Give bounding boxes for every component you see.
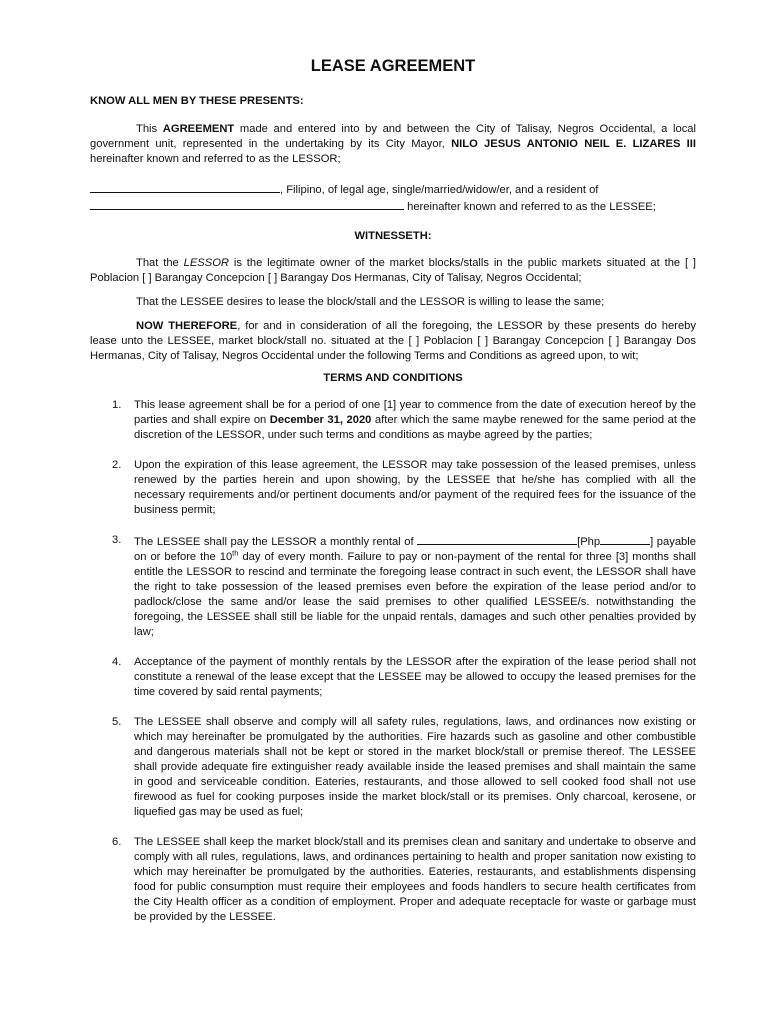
- lessee-address-blank[interactable]: [90, 198, 404, 210]
- term-item-5: 5. The LESSEE shall observe and comply will all safety rules, regulations, laws, and ordinances now existing or which may hereinafter be promulgated by the authorities. Fire hazards such as gasoline and other combustible and dangerous materials shall not be kept or stored in the market block/stall or premise thereof. The LESSEE shall provide adequate fire extinguisher ready available inside the leased premises and shall maintain the same in good and serviceable condition. Eateries, restaurants, and those allowed to sell cooked food shall not use firewood as fuel for cooking purposes inside the market block/stall or its premises. Only charcoal, kerosene, or liquefied gas may be used as fuel;: [112, 716, 696, 818]
- term-item-2: 2. Upon the expiration of this lease agreement, the LESSOR may take possession of the leased premises, unless renewed by the parties herein and upon showing, by the LESSEE that he/she has complied with all the necessary requirements and/or pertinent documents and/or payment of the required fees for the issuance of the business permit;: [112, 459, 696, 516]
- lessee-name-blank[interactable]: [90, 181, 280, 193]
- witnesseth-heading: WITNESSETH:: [354, 230, 432, 242]
- term-item-4: 4. Acceptance of the payment of monthly rentals by the LESSOR after the expiration of the lease period shall not constitute a renewal of the lease except that the LESSEE may be allowed to occupy the leased premises for the time covered by said rental payments;: [112, 656, 696, 698]
- lessee-identity-paragraph: , Filipino, of legal age, single/married/widow/er, and a resident of hereinafter known and referred to as the LESSEE;: [90, 181, 696, 215]
- terms-heading: TERMS AND CONDITIONS: [323, 372, 463, 384]
- witnesseth-clause-1: That the LESSOR is the legitimate owner of the market blocks/stalls in the public markets situated at the [ ] Poblacion [ ] Barangay Concepcion [ ] Barangay Dos Hermanas, City of Talisay, Negros Occidental;: [90, 257, 697, 284]
- know-all-heading: KNOW ALL MEN BY THESE PRESENTS:: [90, 95, 304, 107]
- term-item-3: 3. The LESSEE shall pay the LESSOR a monthly rental of [Php ] payable on or before the 10th day of every month. Failure to pay or non-payment of the rental for three [3] months shall entitle the LESSOR to rescind and terminate the foregoing lease contract in such event, the LESSOR shall have the right to take possession of the leased premises even before the expiration of the lease period and/or to padlock/close the same and/or lease the said premises to other qualified LESSEE/s. notwithstanding the foregoing, the LESSEE shall still be liable for the unpaid rentals, damages and such other penalties provided by law;: [112, 534, 696, 638]
- rental-amount-blank[interactable]: [417, 533, 577, 545]
- term-item-6: 6. The LESSEE shall keep the market block/stall and its premises clean and sanitary and undertake to observe and comply with all rules, regulations, laws, and ordinances pertaining to health and proper sanitation now existing to which may hereinafter be promulgated by the authorities. Eateries, restaurants, and establishments dispensing food for public consumption must require their employees and foods handlers to secure health certificates from the City Health officer as a condition of employment. Proper and adequate receptacle for waste or garbage must be provided by the LESSEE.: [112, 836, 696, 923]
- now-therefore-paragraph: NOW THEREFORE, for and in consideration of all the foregoing, the LESSOR by these presents do hereby lease unto the LESSEE, market block/stall no. situated at the [ ] Poblacion [ ] Barangay Concepcion [ ] Barangay Dos Hermanas, City of Talisay, Negros Occidental under the following Terms and Conditions as agreed upon, to wit;: [90, 320, 696, 362]
- intro-paragraph: This AGREEMENT made and entered into by and between the City of Talisay, Negros Occidental, a local government unit, represented in the undertaking by its City Mayor, NILO JESUS ANTONIO NEIL E. LIZARES III hereinafter known and referred to as the LESSOR;: [90, 123, 697, 165]
- php-amount-blank[interactable]: [600, 533, 650, 545]
- terms-list: [90, 398, 696, 925]
- term-item-1: 1. This lease agreement shall be for a period of one [1] year to commence from the date of execution hereof by the parties and shall expire on December 31, 2020 after which the same maybe renewed for the same period at the discretion of the LESSOR, under such terms and conditions as maybe agreed by the parties;: [112, 399, 697, 441]
- document-title: LEASE AGREEMENT: [310, 57, 476, 75]
- witnesseth-clause-2: That the LESSEE desires to lease the block/stall and the LESSOR is willing to lease the same;: [136, 296, 605, 308]
